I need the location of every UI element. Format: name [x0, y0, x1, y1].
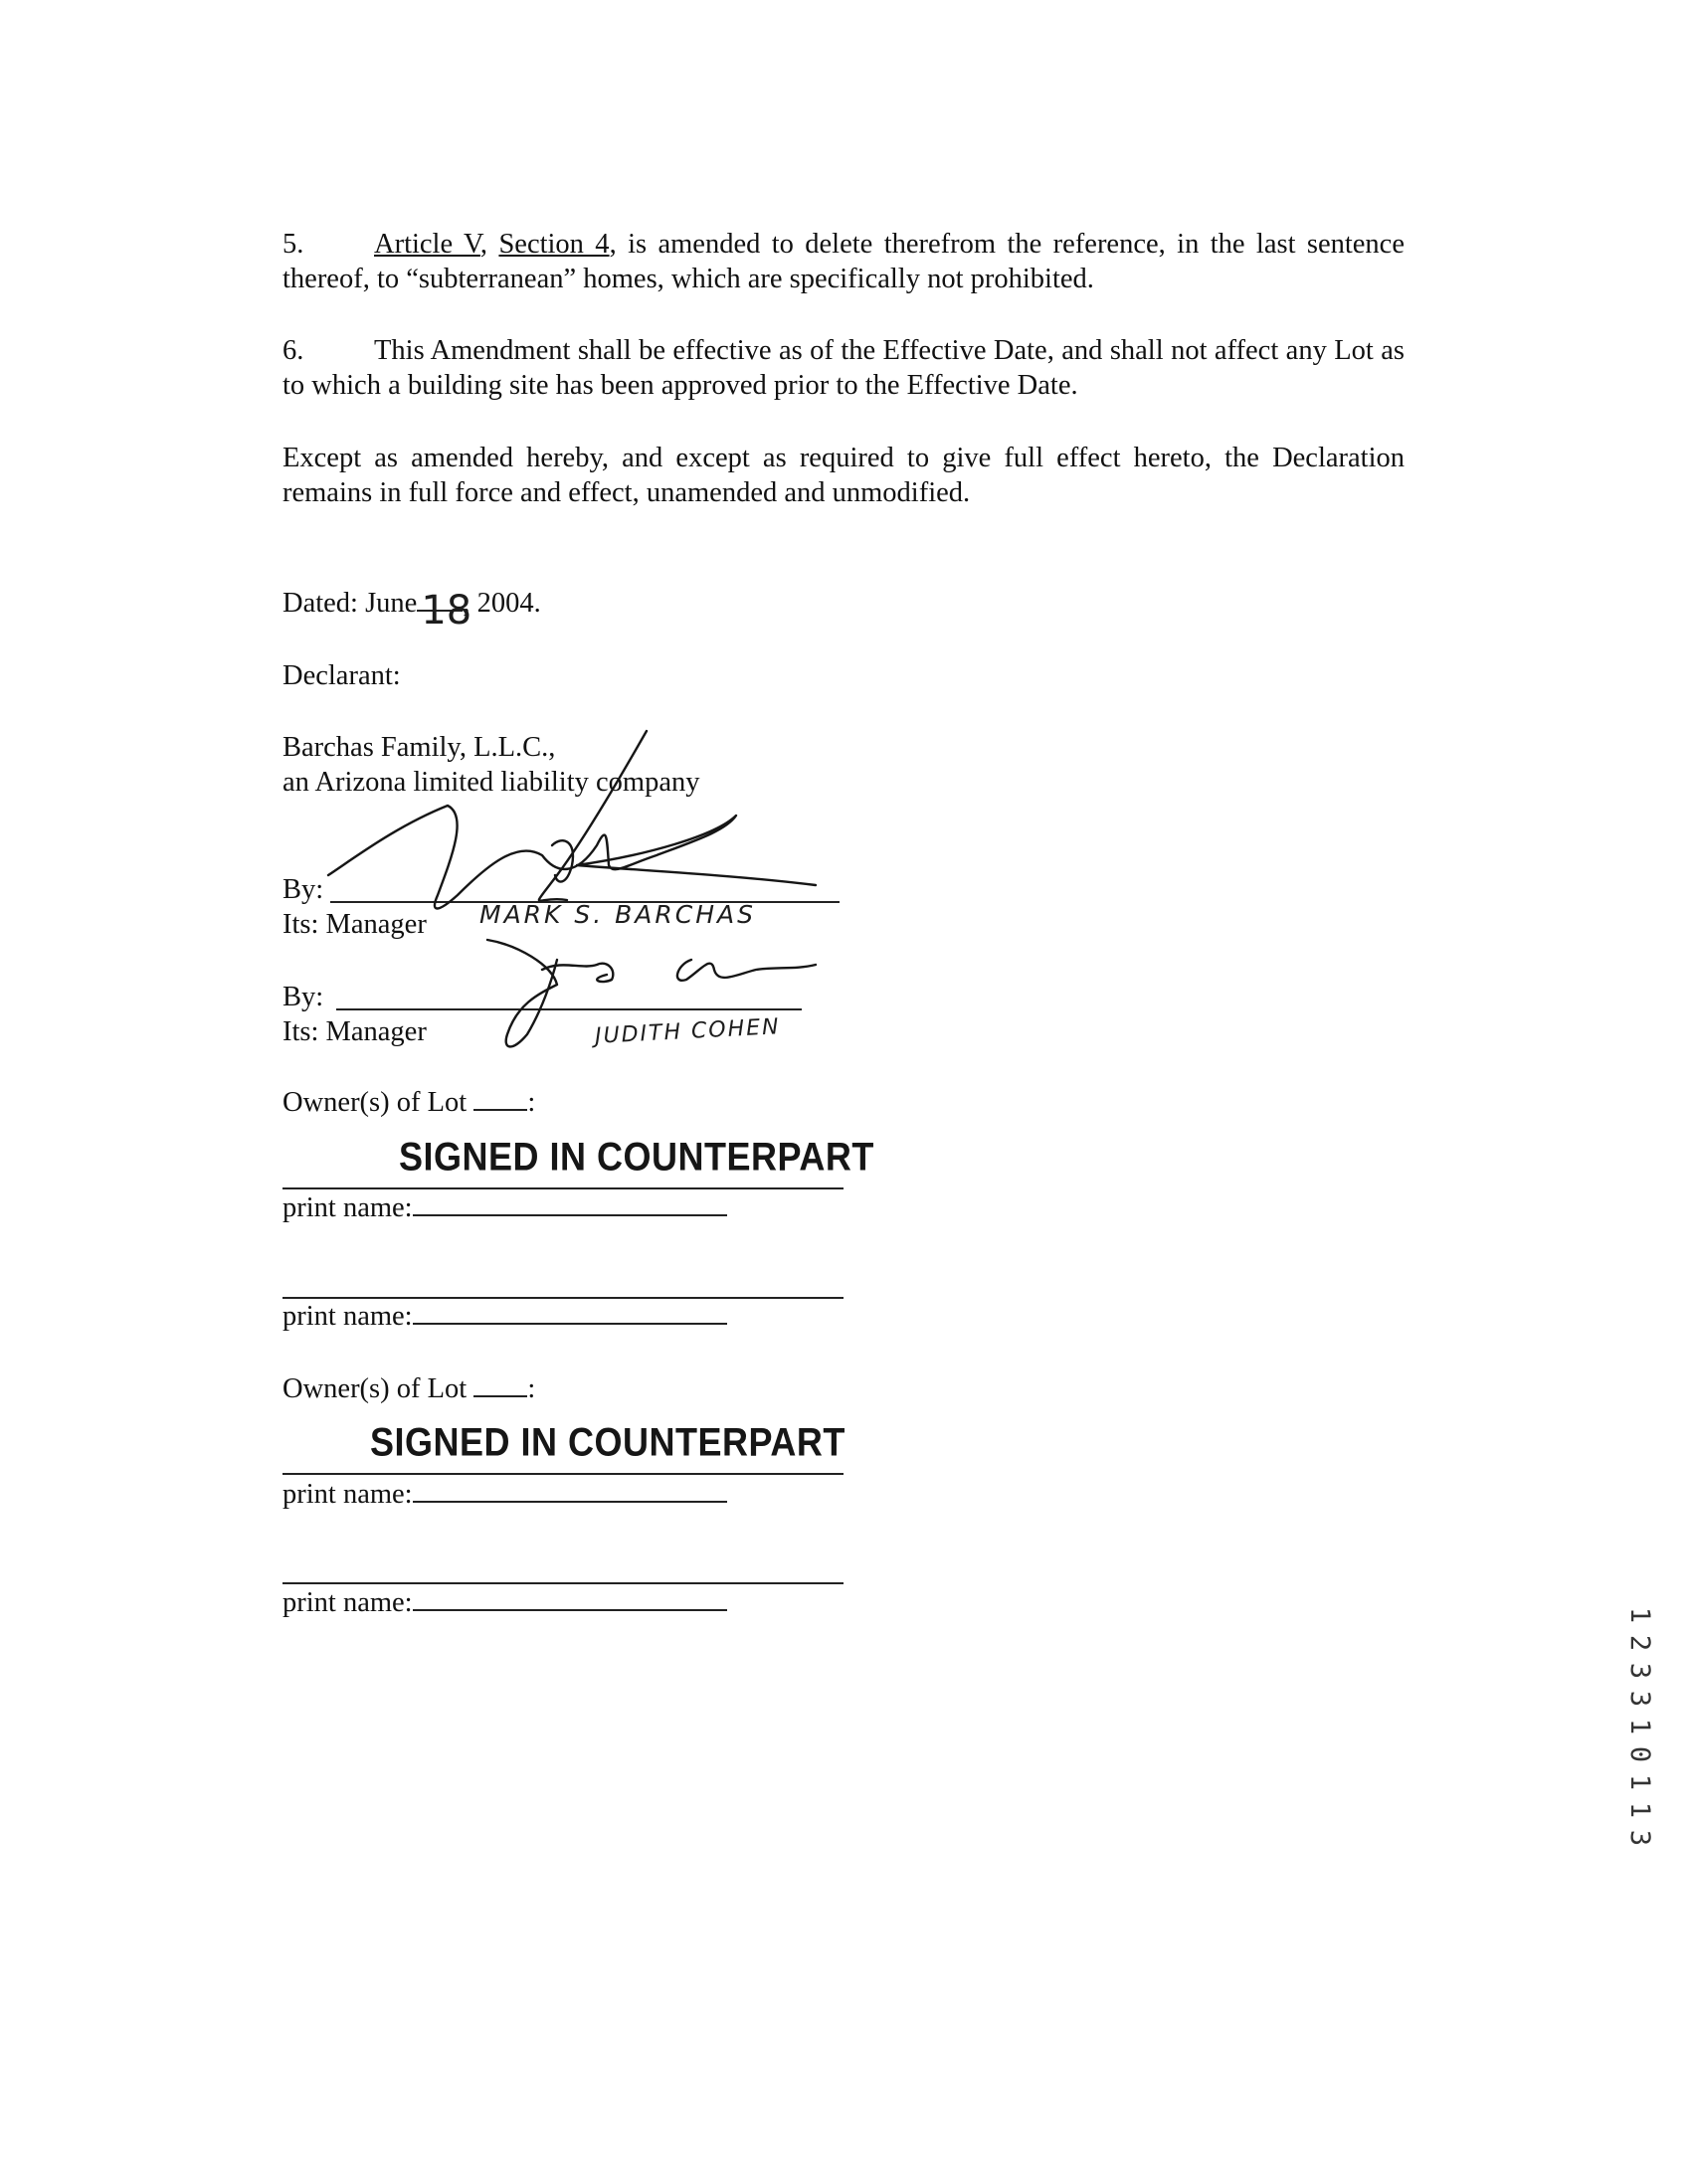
company-name: Barchas Family, L.L.C., — [282, 732, 556, 763]
counterpart-stamp-2: SIGNED IN COUNTERPART — [370, 1419, 846, 1465]
document-id-digit: 1 — [1624, 1718, 1656, 1735]
signer-2-printed-name: JUDITH COHEN — [594, 1014, 782, 1049]
owner-lot-2-number-field[interactable] — [473, 1395, 527, 1397]
document-id-digit: 1 — [1624, 1801, 1656, 1819]
counterpart-stamp-1: SIGNED IN COUNTERPART — [399, 1134, 874, 1180]
owner-lot-1-colon: : — [527, 1087, 536, 1118]
print-name-field[interactable] — [413, 1501, 727, 1503]
signer-1-printed-name: MARK S. BARCHAS — [479, 900, 756, 929]
print-name-label: print name: — [282, 1479, 413, 1510]
owner-1-print-name-a — [282, 1191, 727, 1225]
company-type: an Arizona limited liability company — [282, 767, 700, 798]
document-id-digit: 1 — [1624, 1606, 1656, 1624]
document-id-digit: 1 — [1624, 1773, 1656, 1791]
owner-lot-1-line — [282, 1086, 535, 1120]
print-name-label: print name: — [282, 1301, 413, 1332]
article-reference: Article V — [374, 229, 480, 260]
section-6-number: 6. — [282, 335, 304, 366]
print-name-field[interactable] — [413, 1323, 727, 1325]
document-id-digit: 3 — [1624, 1662, 1656, 1680]
owner-2-signature-line-b[interactable] — [282, 1582, 844, 1584]
section-6-text: This Amendment shall be effective as of the Effective Date, and shall not affect any Lot as to which a building site has been approved prior to the Effective Date. — [282, 335, 1405, 401]
document-id-digit: 0 — [1624, 1745, 1656, 1763]
owner-2-print-name-b — [282, 1586, 727, 1620]
document-id-digit: 3 — [1624, 1829, 1656, 1847]
print-name-field[interactable] — [413, 1214, 727, 1216]
document-id-number — [1624, 1601, 1656, 1852]
owner-2-signature-line-a[interactable] — [282, 1473, 844, 1475]
dated-prefix: Dated: June — [282, 588, 418, 619]
document-id-digit: 3 — [1624, 1690, 1656, 1708]
owner-lot-2-colon: : — [527, 1373, 536, 1404]
section-5-number: 5. — [282, 229, 304, 260]
section-5-text: , is amended to delete therefrom the reference, in the last sentence thereof, to “subterranean” homes, which are specifically not prohibited. — [282, 229, 1405, 294]
owner-2-print-name-a — [282, 1478, 727, 1512]
print-name-label: print name: — [282, 1192, 413, 1223]
print-name-field[interactable] — [413, 1609, 727, 1611]
signer-2-by-label: By: — [282, 982, 324, 1012]
dated-suffix: , 2004. — [463, 588, 541, 619]
signer-1-by-label: By: — [282, 874, 324, 905]
owner-1-print-name-b — [282, 1300, 727, 1334]
closing-paragraph: Except as amended hereby, and except as required to give full effect hereto, the Declaration remains in full force and effect, unamended and unmodified. — [282, 443, 1405, 508]
owner-lot-1-label: Owner(s) of Lot — [282, 1087, 468, 1118]
owner-1-signature-line-a[interactable] — [282, 1187, 844, 1189]
signer-1-its-label: Its: Manager — [282, 909, 427, 940]
owner-lot-2-label: Owner(s) of Lot — [282, 1373, 468, 1404]
reference-separator: , — [479, 229, 499, 260]
owner-lot-1-number-field[interactable] — [473, 1109, 527, 1111]
declarant-label: Declarant: — [282, 660, 401, 691]
owner-1-signature-line-b[interactable] — [282, 1297, 844, 1299]
signer-2-its-label: Its: Manager — [282, 1016, 427, 1047]
section-reference: Section 4 — [498, 229, 610, 260]
dated-day-handwritten: 18 — [421, 588, 472, 634]
print-name-label: print name: — [282, 1587, 413, 1618]
document-id-digit: 2 — [1624, 1634, 1656, 1652]
owner-lot-2-line — [282, 1372, 535, 1406]
